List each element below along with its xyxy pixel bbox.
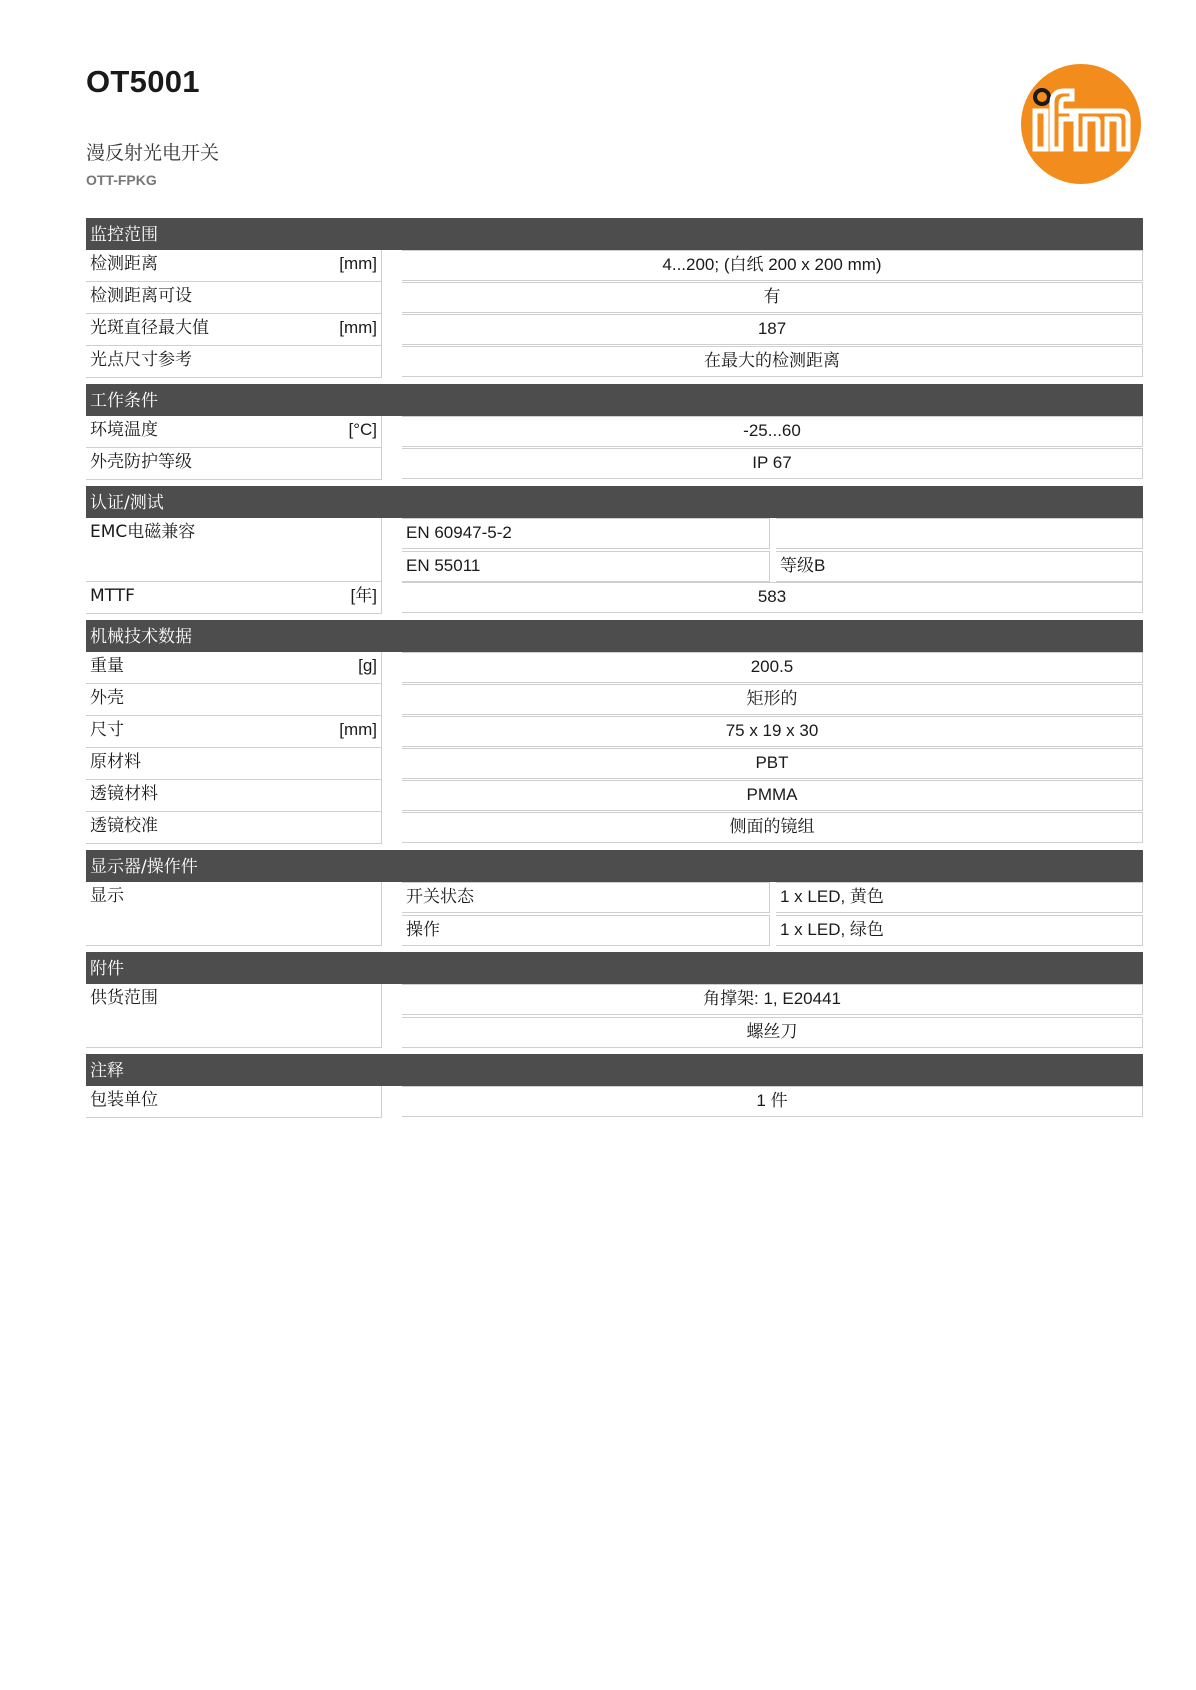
logo-circle bbox=[1021, 64, 1141, 184]
spec-unit: [g] bbox=[358, 656, 377, 675]
spec-subkey: 操作 bbox=[402, 915, 770, 946]
spec-label-cell bbox=[86, 282, 382, 314]
spec-value: 在最大的检测距离 bbox=[402, 346, 1143, 377]
spec-value: 有 bbox=[402, 282, 1143, 313]
spec-value: 螺丝刀 bbox=[402, 1017, 1143, 1048]
spec-label-cell bbox=[86, 250, 382, 282]
section-header: 注释 bbox=[86, 1054, 1143, 1086]
spec-label-cell bbox=[86, 812, 382, 844]
spec-subvalue: 1 x LED, 绿色 bbox=[776, 915, 1143, 946]
spec-label-cell bbox=[86, 748, 382, 780]
section-header: 显示器/操作件 bbox=[86, 850, 1143, 882]
spec-label-cell bbox=[86, 882, 382, 946]
spec-row bbox=[86, 748, 1143, 780]
spec-value: 4...200; (白纸 200 x 200 mm) bbox=[402, 250, 1143, 281]
spec-subvalue: 等级B bbox=[776, 551, 1143, 582]
spec-row bbox=[86, 1086, 1143, 1118]
spec-subrow bbox=[402, 551, 1143, 582]
spec-row bbox=[86, 250, 1143, 282]
spec-subrow bbox=[402, 915, 1143, 946]
spec-label-cell bbox=[86, 346, 382, 378]
spec-subrow bbox=[402, 518, 1143, 549]
spec-label: 尺寸 bbox=[90, 720, 124, 740]
spec-values bbox=[402, 716, 1143, 748]
spec-values bbox=[402, 748, 1143, 780]
spec-subvalue: 1 x LED, 黄色 bbox=[776, 882, 1143, 913]
spec-subkey: 开关状态 bbox=[402, 882, 770, 913]
spec-unit: [年] bbox=[350, 586, 377, 605]
spec-value: PMMA bbox=[402, 780, 1143, 811]
spec-label-cell bbox=[86, 582, 382, 614]
spec-label-cell bbox=[86, 518, 382, 582]
spec-label-cell bbox=[86, 984, 382, 1048]
spec-row bbox=[86, 652, 1143, 684]
spec-label: 外壳防护等级 bbox=[90, 452, 192, 472]
spec-row bbox=[86, 582, 1143, 614]
spec-values bbox=[402, 582, 1143, 614]
spec-values bbox=[402, 448, 1143, 480]
product-description: 漫反射光电开关 bbox=[86, 142, 220, 164]
spec-values bbox=[402, 346, 1143, 378]
spec-values bbox=[402, 518, 1143, 582]
spec-row bbox=[86, 448, 1143, 480]
spec-value: 583 bbox=[402, 582, 1143, 613]
spec-label: 包装单位 bbox=[90, 1090, 158, 1110]
spec-unit: [mm] bbox=[339, 720, 377, 739]
spec-value: 侧面的镜组 bbox=[402, 812, 1143, 843]
spec-label: 检测距离 bbox=[90, 254, 158, 274]
spec-unit: [mm] bbox=[339, 254, 377, 273]
spec-label: 原材料 bbox=[90, 752, 141, 772]
spec-label-cell bbox=[86, 716, 382, 748]
spec-values bbox=[402, 652, 1143, 684]
spec-table bbox=[86, 218, 1143, 1118]
spec-value: -25...60 bbox=[402, 416, 1143, 447]
spec-values bbox=[402, 812, 1143, 844]
spec-label-cell bbox=[86, 448, 382, 480]
spec-value: 1 件 bbox=[402, 1086, 1143, 1117]
spec-subvalue bbox=[776, 518, 1143, 549]
spec-label: EMC电磁兼容 bbox=[90, 522, 196, 542]
ifm-logo bbox=[1020, 63, 1142, 185]
section-header: 工作条件 bbox=[86, 384, 1143, 416]
spec-row bbox=[86, 780, 1143, 812]
spec-label: 重量 bbox=[90, 656, 124, 676]
product-title: OT5001 bbox=[86, 64, 200, 99]
spec-label: MTTF bbox=[90, 586, 135, 606]
spec-label: 检测距离可设 bbox=[90, 286, 192, 306]
spec-label-cell bbox=[86, 652, 382, 684]
section-header: 监控范围 bbox=[86, 218, 1143, 250]
spec-row bbox=[86, 282, 1143, 314]
spec-value: 矩形的 bbox=[402, 684, 1143, 715]
spec-value: PBT bbox=[402, 748, 1143, 779]
spec-label-cell bbox=[86, 1086, 382, 1118]
spec-unit: [mm] bbox=[339, 318, 377, 337]
spec-row bbox=[86, 314, 1143, 346]
spec-label: 透镜校准 bbox=[90, 816, 158, 836]
spec-row bbox=[86, 716, 1143, 748]
spec-value: IP 67 bbox=[402, 448, 1143, 479]
spec-values bbox=[402, 984, 1143, 1048]
spec-values bbox=[402, 1086, 1143, 1118]
spec-row bbox=[86, 518, 1143, 582]
spec-value: 75 x 19 x 30 bbox=[402, 716, 1143, 747]
spec-value: 200.5 bbox=[402, 652, 1143, 683]
product-code: OTT-FPKG bbox=[86, 172, 157, 188]
spec-label-cell bbox=[86, 684, 382, 716]
spec-label-cell bbox=[86, 314, 382, 346]
spec-unit: [°C] bbox=[348, 420, 377, 439]
spec-label: 透镜材料 bbox=[90, 784, 158, 804]
spec-values bbox=[402, 882, 1143, 946]
spec-row bbox=[86, 346, 1143, 378]
spec-row bbox=[86, 882, 1143, 946]
spec-value: 角撑架: 1, E20441 bbox=[402, 984, 1143, 1015]
spec-row bbox=[86, 684, 1143, 716]
spec-label: 供货范围 bbox=[90, 988, 158, 1008]
spec-label: 光点尺寸参考 bbox=[90, 350, 192, 370]
spec-values bbox=[402, 282, 1143, 314]
spec-values bbox=[402, 780, 1143, 812]
spec-row bbox=[86, 812, 1143, 844]
spec-label: 显示 bbox=[90, 886, 124, 906]
spec-values bbox=[402, 684, 1143, 716]
spec-label-cell bbox=[86, 416, 382, 448]
section-header: 机械技术数据 bbox=[86, 620, 1143, 652]
section-header: 认证/测试 bbox=[86, 486, 1143, 518]
spec-label: 环境温度 bbox=[90, 420, 158, 440]
spec-label: 光斑直径最大值 bbox=[90, 318, 209, 338]
spec-values bbox=[402, 314, 1143, 346]
spec-subkey: EN 55011 bbox=[402, 551, 770, 582]
spec-values bbox=[402, 250, 1143, 282]
spec-subkey: EN 60947-5-2 bbox=[402, 518, 770, 549]
spec-row bbox=[86, 984, 1143, 1048]
section-header: 附件 bbox=[86, 952, 1143, 984]
spec-label: 外壳 bbox=[90, 688, 124, 708]
spec-subrow bbox=[402, 882, 1143, 913]
spec-values bbox=[402, 416, 1143, 448]
spec-value: 187 bbox=[402, 314, 1143, 345]
spec-row bbox=[86, 416, 1143, 448]
spec-label-cell bbox=[86, 780, 382, 812]
